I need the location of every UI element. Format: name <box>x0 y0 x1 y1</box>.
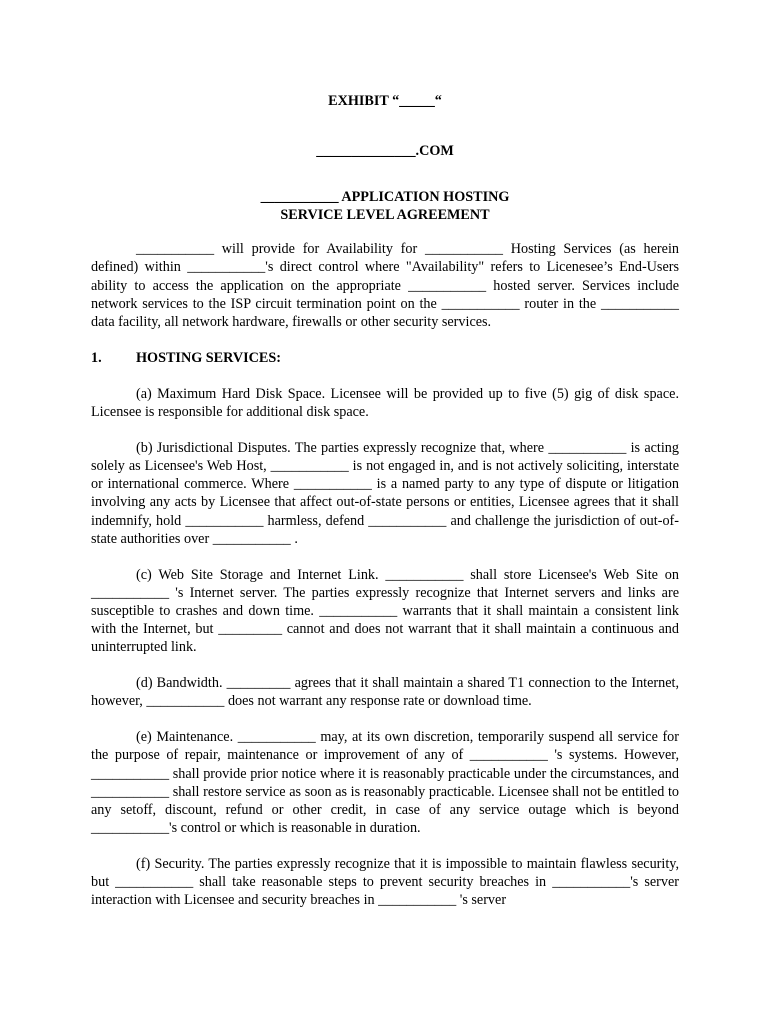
exhibit-suffix: “ <box>434 93 442 109</box>
exhibit-blank: _____ <box>399 93 435 109</box>
paragraph-c-storage: (c) Web Site Storage and Internet Link. ___________ shall store Licensee's Web Site on ___________ 's Internet server. The parties expressly recognize that Internet servers and links are susceptible to crashes and down time. ___________ warrants that it shall maintain a consistent link with the Internet, but _________ cannot and does not warrant that it shall maintain a continuous and uninterrupted link. <box>91 566 679 656</box>
section-title: HOSTING SERVICES: <box>136 349 281 366</box>
title-line-1: ___________ APPLICATION HOSTING <box>260 189 510 206</box>
paragraph-a-disk-space: (a) Maximum Hard Disk Space. Licensee will be provided up to five (5) gig of disk space. Licensee is responsible for additional disk space. <box>91 385 679 421</box>
section-number: 1. <box>91 349 102 366</box>
domain-line: ______________.COM <box>316 143 454 160</box>
exhibit-heading <box>91 92 679 110</box>
section-1-heading <box>91 349 679 367</box>
paragraph-b-jurisdiction: (b) Jurisdictional Disputes. The parties expressly recognize that, where ___________ is acting solely as Licensee's Web Host, ___________ is not engaged in, and is not actively soliciting, interstate or international commerce. Where ___________ is a named party to any type of dispute or litigation involving any acts by Licensee that affect out-of-state persons or entities, Licensee agrees that it shall indemnify, hold ___________ harmless, defend ___________ and challenge the jurisdiction of out-of-state authorities over ___________ . <box>91 440 679 547</box>
intro-paragraph: ___________ will provide for Availability for ___________ Hosting Services (as herein defined) within ___________'s direct control where "Availability" refers to Licenesee’s End-Users ability to access the application on the appropriate ___________ hosted server. Services include network services to the ISP circuit termination point on the ___________ router in the ___________ data facility, all network hardware, firewalls or other security services. <box>91 241 679 330</box>
agreement-title <box>91 188 679 224</box>
paragraph-f-security: (f) Security. The parties expressly recognize that it is impossible to maintain flawless security, but ___________ shall take reasonable steps to prevent security breaches in ___________'s server interaction with Licensee and security breaches in ___________ 's server <box>91 855 679 909</box>
paragraph-e-maintenance: (e) Maintenance. ___________ may, at its own discretion, temporarily suspend all service for the purpose of repair, maintenance or improvement of any of ___________ 's systems. However, ___________ shall provide prior notice where it is reasonably practicable under the circumstances, and ___________ shall restore service as soon as is reasonably practicable. Licensee shall not be entitled to any setoff, discount, refund or other credit, in case of any service outage which is beyond ___________'s control or which is reasonable in duration. <box>91 729 679 836</box>
paragraph-d-bandwidth: (d) Bandwidth. _________ agrees that it shall maintain a shared T1 connection to the Internet, however, ___________ does not warrant any response rate or download time. <box>91 675 679 710</box>
title-line-2: SERVICE LEVEL AGREEMENT <box>280 207 490 224</box>
exhibit-prefix: EXHIBIT “ <box>328 93 400 109</box>
document-body <box>91 92 679 927</box>
